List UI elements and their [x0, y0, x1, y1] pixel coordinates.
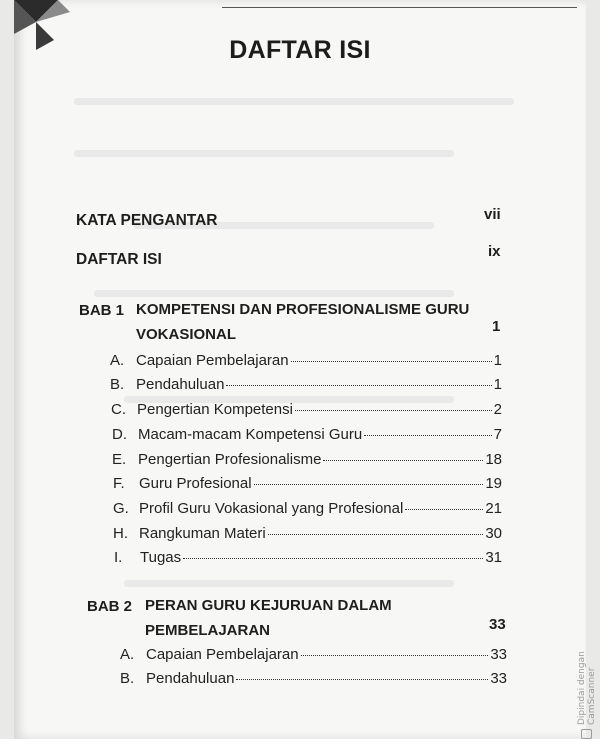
item-page: 31	[485, 549, 502, 566]
item-letter: D.	[112, 426, 127, 443]
dot-leader	[405, 509, 483, 510]
item-label: Tugas	[140, 549, 182, 566]
chapter-title-line: PERAN GURU KEJURUAN DALAM	[145, 597, 392, 614]
dot-leader	[183, 558, 483, 559]
toc-item	[111, 401, 502, 418]
watermark-text: Dipindai dengan CamScanner	[577, 650, 597, 725]
item-page: 21	[485, 500, 502, 517]
chapter-title-line: KOMPETENSI DAN PROFESIONALISME GURU	[136, 301, 470, 318]
item-label: Macam-macam Kompetensi Guru	[138, 426, 363, 443]
toc-item	[113, 475, 502, 492]
item-letter: A.	[120, 646, 135, 663]
toc-item	[110, 376, 502, 393]
item-page: 19	[485, 475, 502, 492]
bleed-through	[74, 150, 454, 157]
toc-item	[120, 646, 507, 663]
dot-leader	[301, 655, 489, 656]
dot-leader	[268, 534, 484, 535]
page-title: DAFTAR ISI	[229, 36, 371, 64]
toc-item	[114, 549, 502, 566]
item-page: 33	[490, 670, 507, 687]
item-label: Guru Profesional	[139, 475, 252, 492]
item-page: 2	[493, 401, 502, 418]
chapter-title	[136, 297, 469, 347]
item-label: Pendahuluan	[136, 376, 225, 393]
item-page: 18	[485, 451, 502, 468]
chapter-number: BAB 2	[87, 598, 133, 615]
scanner-logo-icon	[582, 729, 593, 739]
front-entry-label: KATA PENGANTAR	[76, 212, 218, 229]
item-letter: A.	[110, 352, 125, 369]
bleed-through	[94, 290, 454, 297]
scanner-watermark	[577, 600, 597, 739]
item-label: Profil Guru Vokasional yang Profesional	[139, 500, 404, 517]
item-label: Capaian Pembelajaran	[136, 352, 289, 369]
item-letter: G.	[113, 500, 129, 517]
toc-item	[110, 352, 502, 369]
item-letter: C.	[111, 401, 126, 418]
item-label: Rangkuman Materi	[139, 525, 266, 542]
dot-leader	[291, 361, 492, 362]
dot-leader	[226, 385, 491, 386]
item-letter: H.	[113, 525, 128, 542]
toc-item	[113, 500, 502, 517]
front-entry-page: ix	[488, 243, 501, 260]
item-letter: I.	[114, 549, 123, 566]
front-entry-page: vii	[484, 206, 501, 223]
item-page: 1	[493, 376, 502, 393]
chapter-number: BAB 1	[79, 302, 125, 319]
item-label: Capaian Pembelajaran	[146, 646, 299, 663]
item-page: 7	[493, 426, 502, 443]
item-page: 33	[490, 646, 507, 663]
item-letter: E.	[112, 451, 127, 468]
toc-item	[112, 426, 502, 443]
item-page: 1	[493, 352, 502, 369]
item-page: 30	[485, 525, 502, 542]
item-label: Pendahuluan	[146, 670, 235, 687]
dot-leader	[364, 435, 491, 436]
bleed-through	[124, 580, 454, 587]
item-letter: F.	[113, 475, 125, 492]
front-entry-label: DAFTAR ISI	[76, 251, 162, 268]
chapter-title-line: VOKASIONAL	[136, 326, 237, 343]
dot-leader	[323, 460, 483, 461]
toc-item	[113, 525, 502, 542]
item-label: Pengertian Kompetensi	[137, 401, 293, 418]
chapter-title-line: PEMBELAJARAN	[145, 622, 271, 639]
chapter-page: 1	[492, 318, 501, 335]
item-letter: B.	[110, 376, 125, 393]
chapter-page: 33	[489, 616, 506, 633]
item-label: Pengertian Profesionalisme	[138, 451, 322, 468]
dot-leader	[236, 679, 488, 680]
dot-leader	[254, 484, 484, 485]
book-page	[14, 0, 586, 739]
chapter-title	[145, 593, 392, 643]
dot-leader	[295, 410, 492, 411]
toc-item	[120, 670, 507, 687]
toc-item	[112, 451, 502, 468]
bleed-through	[74, 98, 514, 105]
header-rule	[222, 7, 577, 8]
item-letter: B.	[120, 670, 135, 687]
